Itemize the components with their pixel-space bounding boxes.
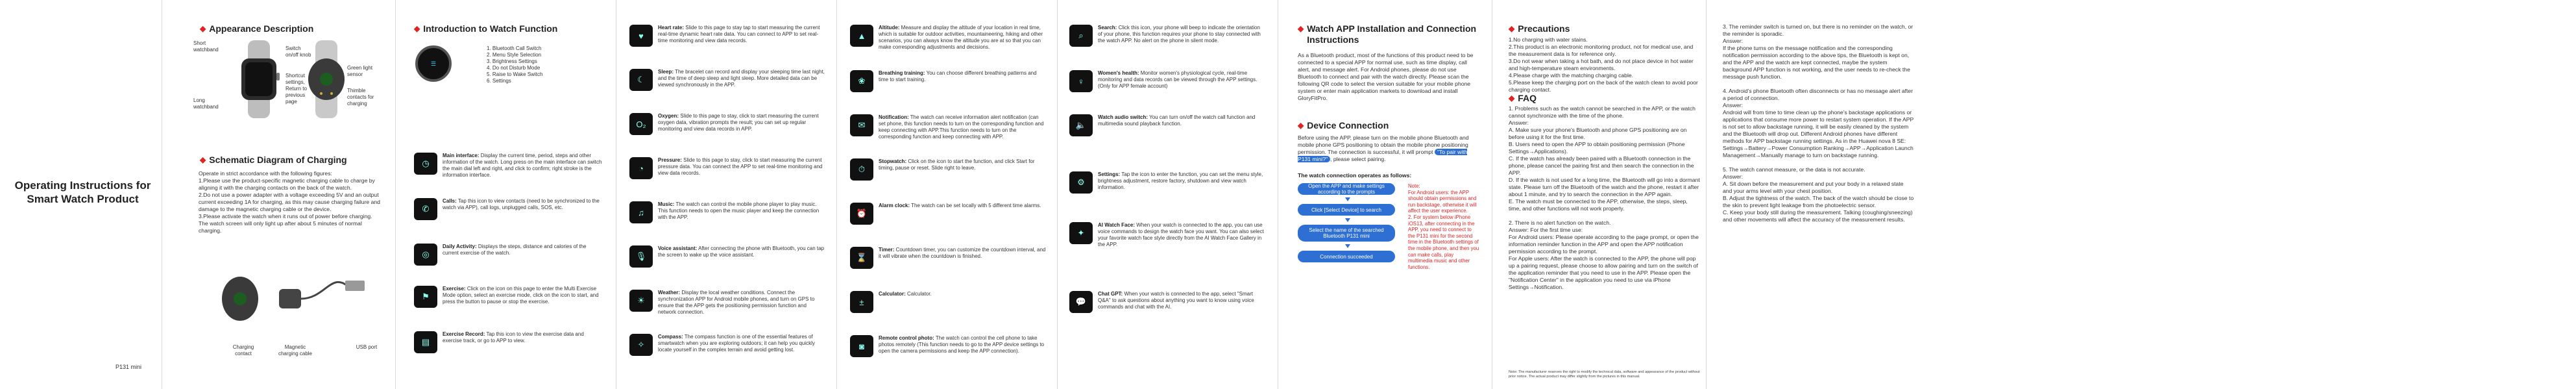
function-list	[1069, 25, 1270, 375]
function-text: Calculator.	[907, 291, 932, 297]
function-name: Breathing training:	[879, 70, 925, 76]
diamond-icon: ◆	[1509, 24, 1515, 33]
music-icon: ♫	[629, 201, 653, 223]
function-text: Measure and display the altitude of your location in real time, which is suitable for outdoor activities, mountaineering, hiking and other scenarios, you can always know the altitude you are at so that you can make corresponding adjustments and decisions.	[879, 25, 1043, 50]
function-text: The watch can receive information alert notification (can set phone, this function needs to turn on the corresponding function and keep connecting with APP.This function needs to turn on the corresponding function and keep connecting with APP.	[879, 114, 1044, 140]
step-connected: Connection succeeded	[1298, 251, 1395, 262]
function-name: Calculator:	[879, 291, 906, 297]
arrow-down-icon	[1345, 244, 1350, 248]
diamond-icon: ◆	[1298, 121, 1304, 130]
function-name: Music:	[658, 201, 675, 207]
record-icon: ▤	[414, 331, 437, 353]
oxygen-icon: O₂	[629, 113, 653, 135]
gear-icon: ⚙	[1069, 171, 1093, 194]
faq-text: 1. Problems such as the watch cannot be searched in the APP, or the watch cannot synchronize with the time of the phone. Answer: A. Make sure your phone's Bluetooth and phone GPS positioning are on before using it for the first time. B. Users need to open the APP to obtain positioning permission (Phone Settings→Applications). C. If the watch has already been paired with a Bluetooth connection in the phone, please cancel the pairing first and then search the connection in the APP. D. If the watch is not used for a long time, the Bluetooth will go into a dormant state. Please turn off the Bluetooth of the watch and the phone, restart it after about 1 minute, and try to search the connection in the APP again. E. The watch must be connected to the APP, otherwise, the steps, sleep, time, and other functions will not work properly. 2. There is no alert function on the watch. Answer: For the first time use: For Android users: Please operate according to the page prompt, or open the information reminder function in the APP and open the APP notification permission according to the prompt. For Apple users: After the watch is connected to the APP, the phone will pop up a pairing request, please choose to allow pairing and turn on the switch of the application reminder that you need to use in the APP. Please open the "Notification Center" in the application you need to use via iPhone Settings→Notification.	[1509, 105, 1700, 290]
charging-contact-label: Charging contact	[232, 344, 254, 357]
function-text: Slide to this page to stay, click to start measuring the current pressure data. You can connect the APP to set real-time monitoring and view data records.	[658, 157, 823, 176]
app-instructions: As a Bluetooth product, most of the functions of this product need to be connected to a special APP for normal use, such as time display, call alert, and message alert. For Android phones, please do not use Bluetooth to connect and pair with the watch directly. Please scan the following QR code to select the version suitable for your mobile phone system or enter main application markets to download and install GloryFitPro.	[1298, 52, 1474, 101]
shortcut-label: Shortcut settings, Return to previous page	[286, 73, 307, 105]
chat-icon: 💬	[1069, 291, 1093, 313]
phone-icon: ✆	[414, 198, 437, 220]
function-name: Calls:	[443, 198, 457, 204]
function-name: Compass:	[658, 334, 683, 340]
weather-icon: ☀	[629, 290, 653, 312]
short-watchband-label: Short watchband	[193, 40, 219, 53]
precautions-title: Precautions	[1518, 23, 1570, 34]
precautions-text: 1.No charging with water stains. 2.This product is an electronic monitoring product, not for medical use, and the measurement data is for reference only. 3.Do not wear when taking a hot bath, and do not place device in hot water and high-temperature steam environments. 4.Please charge with the matching charging cable. 5.Please keep the charging port on the back of the watch clean to avoid poor charging contact.	[1509, 36, 1698, 93]
appearance-heading	[200, 23, 313, 34]
menu-item: 1. Bluetooth Call Switch	[487, 45, 542, 51]
intro-title: Introduction to Watch Function	[423, 23, 558, 34]
function-text: Tap this icon to view the exercise data and exercise track, or go to APP to view.	[443, 331, 584, 344]
diamond-icon: ◆	[1298, 24, 1304, 33]
function-name: Daily Activity:	[443, 244, 477, 249]
step-select-name: Select the name of the searched Bluetooth P131 mini	[1298, 225, 1395, 242]
function-text: Tap this icon to view contacts (need to be synchronized to the watch via APP), call logs, unplugged calls, SOS, etc.	[443, 198, 600, 210]
green-light-label: Green light sensor	[347, 65, 373, 77]
intro-heading	[414, 23, 557, 34]
heart-icon: ♥	[629, 25, 653, 47]
function-name: Sleep:	[658, 69, 674, 75]
activity-icon: ◎	[414, 244, 437, 266]
function-text: The watch can control the mobile phone player to play music. This function needs to open the music player and keep the connection with the APP.	[658, 201, 820, 220]
charging-title: Schematic Diagram of Charging	[209, 155, 347, 165]
connection-text-2: , please select pairing.	[1330, 156, 1386, 162]
function-text: The bracelet can record and display your sleeping time last night, and the time of deep sleep and light sleep. More detailed data can be viewed synchronously in the APP.	[658, 69, 825, 88]
function-name: Notification:	[879, 114, 909, 120]
connection-heading	[1298, 120, 1389, 131]
pairing-prompt: "To pair with P131 mini?"	[1298, 149, 1468, 162]
function-text: Display the current time, period, steps and other information of the watch. Long press on the main interface can switch the main dial left and right, and click to confirm; right stroke is the information interface.	[443, 153, 602, 178]
breath-icon: ❀	[850, 70, 873, 92]
menu-item: 2. Menu Style Selection	[487, 52, 542, 58]
functions2-panel	[616, 0, 837, 389]
charging-cable-head	[279, 289, 301, 308]
function-name: Timer:	[879, 247, 895, 253]
watch-menu-image: ☰	[415, 45, 452, 82]
search-icon: ⌕	[1069, 25, 1093, 47]
thimble-label: Thimble contacts for charging	[347, 88, 374, 107]
sensor-icon	[234, 292, 247, 305]
cover-title: Operating Instructions for Smart Watch Product	[14, 179, 151, 205]
function-name: Altitude:	[879, 25, 900, 31]
app-panel	[1278, 0, 1492, 389]
faq-heading	[1509, 93, 1537, 104]
function-text: Tap the icon to enter the function, you can set the menu style, brightness adjustment, restore factory, shutdown and view watch information.	[1098, 171, 1263, 190]
menu-item: 4. Do not Disturb Mode	[487, 65, 541, 71]
function-name: Voice assistant:	[658, 245, 698, 251]
function-name: Exercise:	[443, 286, 466, 292]
function-text: You can turn on/off the watch call function and multimedia sound playback function.	[1098, 114, 1256, 127]
connection-note: Note: For Android users: the APP should obtain permissions and run backstage, otherwise it will affect the user experience. 2. For system below iPhone iOS13, after connecting in the APP, you need to connect to the P131 mini for the second time in the Bluetooth settings of the mobile phone, and then you can make calls, play multimedia music and other functions.	[1408, 183, 1479, 270]
precautions-panel	[1492, 0, 1707, 389]
connection-title: Device Connection	[1307, 120, 1389, 131]
function-name: Watch audio switch:	[1098, 114, 1148, 120]
function-list	[850, 25, 1051, 375]
alarm-icon: ⏰	[850, 203, 873, 225]
connection-steps	[1298, 183, 1402, 281]
faq2-panel	[1707, 0, 1921, 389]
appearance-title: Appearance Description	[209, 23, 314, 34]
function-name: Chat GPT:	[1098, 291, 1123, 297]
precautions-heading	[1509, 23, 1570, 34]
watch-screen-front	[245, 62, 273, 96]
function-list	[629, 25, 831, 375]
function-text: Click on the icon to start the function, and click Start for timing, pause or reset. Slide right to leave.	[879, 158, 1035, 171]
charging-instructions: Operate in strict accordance with the following figures: 1.Please use the product-specific magnetic charging cable to charge by aligning it with the charging contacts on the back of the watch. 2.Do not use a power adapter with a voltage exceeding 5V and an output current exceeding 1A for charging, as this may cause charging failure and damage to the magnetic charging cable or the device. 3.Please activate the watch when it runs out of power before charging. The watch screen will only light up after about 5 minutes of normal charging.	[199, 170, 380, 234]
menu-item: 5. Raise to Wake Switch	[487, 71, 543, 77]
function-name: Women's health:	[1098, 70, 1139, 76]
camera-icon: ◙	[850, 335, 873, 357]
function-text: Monitor women's physiological cycle, real-time monitoring and data records can be viewed through the APP settings. (Only for APP female account)	[1098, 70, 1258, 89]
watch-knob	[276, 73, 280, 81]
steps-title: The watch connection operates as follows:	[1298, 172, 1412, 179]
function-name: Search:	[1098, 25, 1117, 31]
connection-text: Before using the APP, please turn on the mobile phone Bluetooth and mobile phone GPS positioning to obtain the mobile phone positioning permission. The connection is successful, it will prompt	[1298, 134, 1469, 155]
function-text: Displays the steps, distance and calories of the current exercise of the watch.	[443, 244, 587, 256]
diamond-icon: ◆	[1509, 94, 1515, 103]
function-name: Stopwatch:	[879, 158, 907, 164]
female-icon: ♀	[1069, 70, 1093, 92]
menu-item: 3. Brightness Settings	[487, 58, 537, 64]
clock-icon: ◷	[414, 153, 437, 175]
app-heading	[1298, 23, 1486, 45]
connection-instructions	[1298, 134, 1476, 163]
thimble-contact-2	[330, 92, 333, 95]
function-text: When your watch is connected to the app, select "Smart Q&A" to ask questions about anything you want to know using voice commands and chat with the AI.	[1098, 291, 1254, 310]
thimble-contact-1	[320, 92, 322, 95]
function-text: The watch can be set locally with 5 different time alarms.	[911, 203, 1041, 208]
function-name: Main interface:	[443, 153, 480, 158]
function-text: Display the local weather conditions. Connect the synchronization APP for Android mobile phones, and turn on GPS to ensure that the APP gets the positioning permission function and network connection.	[658, 290, 815, 315]
function-text: When your watch is connected to the app, you can use voice commands to design the watch face you want. You can also select your favorite watch face style directly from the AI Watch Face Gallery in the APP.	[1098, 222, 1264, 247]
step-select-device: Click [Select Device] to search	[1298, 204, 1395, 216]
function-name: Pressure:	[658, 157, 682, 163]
menu-item: 6. Settings	[487, 78, 511, 84]
function-list	[414, 153, 609, 373]
function-name: Heart rate:	[658, 25, 685, 31]
function-text: After connecting the phone with Bluetooth, you can tap the screen to wake up the voice assistant.	[658, 245, 825, 258]
long-watchband-label: Long watchband	[193, 97, 219, 110]
faq2-text: 3. The reminder switch is turned on, but there is no reminder on the watch, or the reminder is sporadic. Answer: If the phone turns on the message notification and the corresponding notification permission according to the above tips, the Bluetooth is kept on, and the APP and the watch are kept connected, maybe the system background APP function is not working, and the user needs to re-check the message push function. 4. Android's phone Bluetooth often disconnects or has no message alert after a period of connection. Answer: Android will from time to time clean up the phone's backstage applications or applications that consume more power to restart system operation. If the APP is not set to allow backstage running, it will be easily cleaned by the system and the Bluetooth will drop out. Different Android phones have different methods for APP backstage running settings. As in the Huawei nova 8 SE: Settings→Battery→Power Consumption Ranking→APP→Application Launch Management→Manually manage to turn on backstage running. 5. The watch cannot measure, or the data is not accurate. Answer: A. Sit down before the measurement and put your body in a relaxed state and your arms level with your chest position. B. Adjust the tightness of the watch. The back of the watch should be close to the skin to prevent light leakage from the photoelectric sensor. C. Keep your body still during the measurement. Talking (coughing/sneezing) and other movements will affect the accuracy of the measurement results.	[1723, 23, 1914, 223]
timer-icon: ⌛	[850, 247, 873, 269]
faq-title: FAQ	[1518, 93, 1537, 103]
menu-list	[487, 45, 542, 84]
function-text: Click this icon, your phone will beep to indicate the orientation of your phone, this function requires your phone to stay connected with the watch APP. No alert on the phone in silent mode.	[1098, 25, 1261, 44]
function-text: The watch can control the cell phone to take photos remotely (This function needs to go to the APP device settings to open the camera permissions and keep the APP connection).	[879, 335, 1045, 354]
function-name: Remote control photo:	[879, 335, 934, 341]
green-light-sensor	[320, 73, 333, 86]
intro-panel	[396, 0, 616, 389]
ai-icon: ✦	[1069, 222, 1093, 244]
function-name: Settings:	[1098, 171, 1121, 177]
diamond-icon: ◆	[200, 155, 206, 164]
cover-panel	[0, 0, 162, 389]
function-text: Click on the icon on this page to enter the Multi Exercise Mode option, select an exercise mode, click on the icon to start, and press the button to pause or stop the exercise.	[443, 286, 599, 305]
pressure-icon: ◔	[629, 157, 653, 179]
microphone-icon: 🎙	[629, 245, 653, 268]
mountain-icon: ▲	[850, 25, 873, 47]
usb-plug	[345, 281, 365, 291]
step-open-app: Open the APP and make settings according to the prompts	[1298, 183, 1395, 195]
function-name: Weather:	[658, 290, 681, 295]
usb-port-label: USB port	[356, 344, 378, 350]
arrow-down-icon	[1345, 197, 1350, 201]
function-text: Slide to this page to stay, click to start measuring the current oxygen data, vibration prompts the result; you can set up regular monitoring and view data records in APP.	[658, 113, 819, 132]
functions4-panel	[1058, 0, 1278, 389]
stopwatch-icon: ⏱	[850, 158, 873, 181]
appearance-panel	[162, 0, 396, 389]
function-name: Alarm clock:	[879, 203, 910, 208]
moon-icon: ☾	[629, 69, 653, 91]
calculator-icon: ±	[850, 291, 873, 313]
arrow-down-icon	[1345, 218, 1350, 222]
bell-icon: ✉	[850, 114, 873, 136]
run-icon: ⚑	[414, 286, 437, 308]
compass-icon: ✧	[629, 334, 653, 356]
charging-cable	[301, 282, 347, 299]
function-text: The compass function is one of the essential features of smartwatch when you are exploring outdoors; it can help you quickly locate yourself in the complex terrain and avoid getting lost.	[658, 334, 815, 353]
charging-diagram	[208, 260, 383, 344]
function-name: Exercise Record:	[443, 331, 485, 337]
speaker-icon: 🔈	[1069, 114, 1093, 136]
model-name: P131 mini	[115, 364, 142, 370]
function-text: Countdown timer, you can customize the countdown interval, and it will vibrate when the countdown is finished.	[879, 247, 1046, 259]
diamond-icon: ◆	[414, 24, 420, 33]
magnetic-cable-label: Magnetic charging cable	[278, 344, 313, 357]
charging-heading	[200, 155, 347, 166]
function-name: AI Watch Face:	[1098, 222, 1136, 228]
app-title: Watch APP Installation and Connection Instructions	[1307, 23, 1477, 45]
faq-small-print: Note: The manufacturer reserves the right to modify the technical data, software and appearance of the product without prior notice. The actual product may differ slightly from the pictures in this manual.	[1509, 370, 1700, 379]
functions3-panel	[837, 0, 1058, 389]
function-text: Slide to this page to stay tap to start measuring the current real-time dynamic heart rate data. You can connect to APP to set real-time monitoring and view data records.	[658, 25, 820, 44]
switch-knob-label: Switch on/off knob	[286, 45, 311, 58]
function-name: Oxygen:	[658, 113, 679, 119]
diamond-icon: ◆	[200, 24, 206, 33]
function-text: You can choose different breathing patterns and time to start training.	[879, 70, 1037, 82]
